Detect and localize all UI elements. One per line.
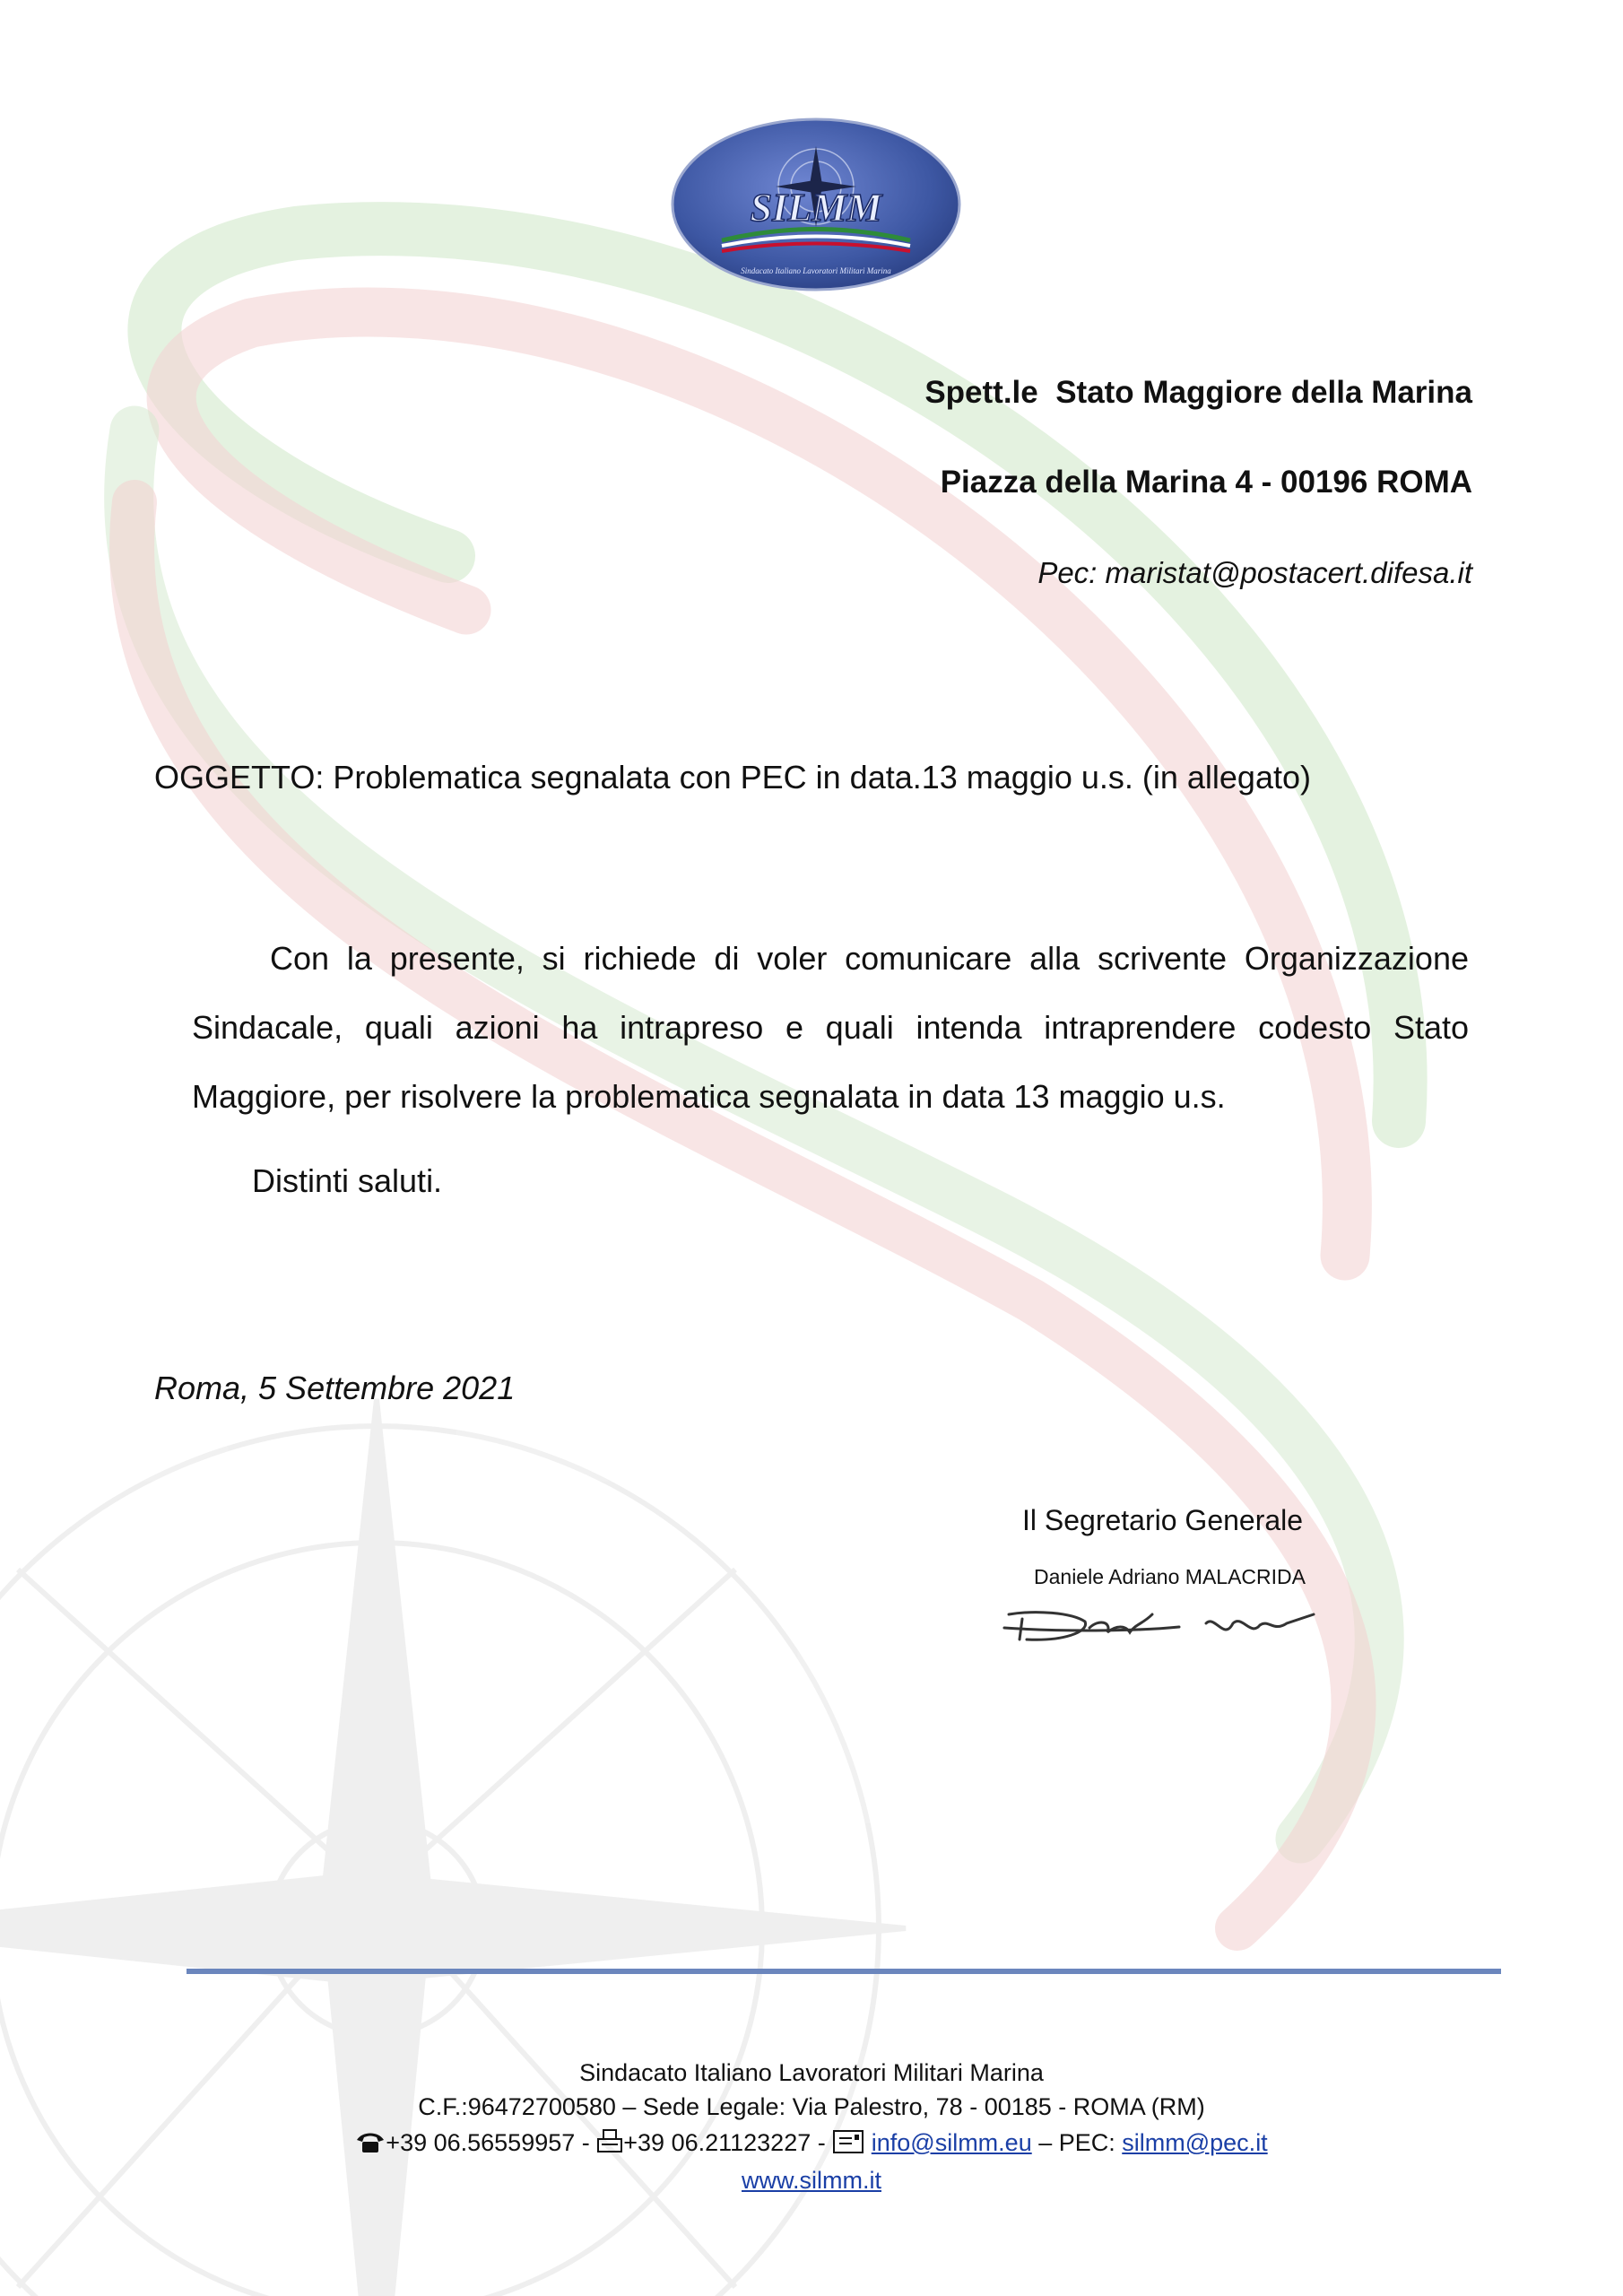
logo-text: SILMM xyxy=(750,186,882,230)
recipient-line-2: Piazza della Marina 4 - 00196 ROMA xyxy=(940,465,1472,500)
footer-website-link[interactable]: www.silmm.it xyxy=(742,2167,881,2194)
logo-tagline: Sindacato Italiano Lavoratori Militari Marina xyxy=(741,266,891,275)
footer-email-link[interactable]: info@silmm.eu xyxy=(871,2129,1032,2156)
email-icon xyxy=(832,2129,864,2154)
footer-phone: +39 06.56559957 - xyxy=(386,2129,597,2156)
footer-contacts xyxy=(0,2129,1623,2157)
signature-title: Il Segretario Generale xyxy=(1022,1504,1304,1536)
body-paragraph: Con la presente, si richiede di voler comunicare alla scrivente Organizzazione Sindacale, quali azioni ha intrapreso e quali intenda intraprendere codesto Stato Maggiore, per risolvere la problematica segnalata in data 13 maggio u.s. xyxy=(192,940,1469,1115)
fax-icon xyxy=(596,2129,623,2154)
footer-website-row xyxy=(0,2167,1623,2195)
letter-body xyxy=(192,924,1469,1131)
recipient-line-1: Spett.le Stato Maggiore della Marina xyxy=(924,375,1472,410)
subject-line: OGGETTO: Problematica segnalata con PEC in data.13 maggio u.s. (in allegato) xyxy=(154,759,1311,796)
greeting: Distinti saluti. xyxy=(252,1162,443,1199)
signature-name: Daniele Adriano MALACRIDA xyxy=(1034,1565,1306,1588)
handwritten-signature xyxy=(1000,1587,1358,1650)
footer-address: C.F.:96472700580 – Sede Legale: Via Palestro, 78 - 00185 - ROMA (RM) xyxy=(418,2093,1205,2120)
footer-pec-link[interactable]: silmm@pec.it xyxy=(1122,2129,1268,2156)
place-date: Roma, 5 Settembre 2021 xyxy=(154,1370,516,1406)
silmm-logo xyxy=(668,115,964,294)
telephone-icon xyxy=(355,2131,386,2154)
footer-org: Sindacato Italiano Lavoratori Militari Marina xyxy=(579,2059,1044,2086)
footer-pec-label: – PEC: xyxy=(1031,2129,1123,2156)
footer-fax: +39 06.21123227 - xyxy=(623,2129,833,2156)
recipient-pec: Pec: maristat@postacert.difesa.it xyxy=(1037,556,1472,589)
footer-divider xyxy=(187,1969,1501,1974)
